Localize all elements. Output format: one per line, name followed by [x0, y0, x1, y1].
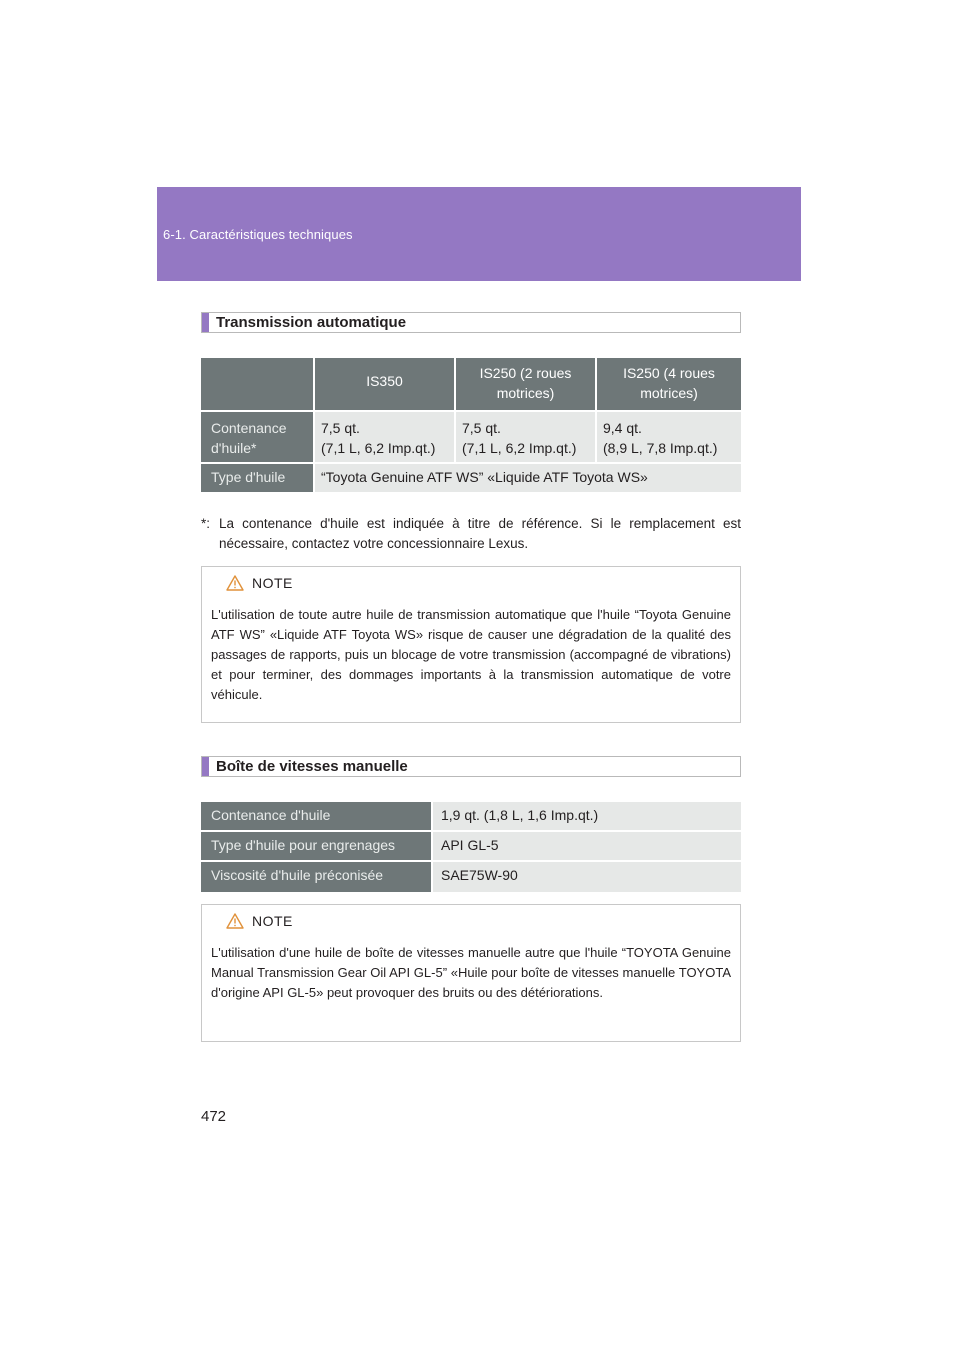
table-row	[201, 412, 741, 464]
row-header-gear-oil-type: Type d'huile pour engrenages	[201, 832, 433, 862]
table-row	[201, 832, 741, 862]
warning-triangle-icon	[226, 575, 244, 591]
manual-oil-capacity-value: 1,9 qt. (1,8 L, 1,6 Imp.qt.)	[433, 802, 741, 832]
table-row	[201, 862, 741, 892]
table-row	[201, 464, 741, 492]
section-label: 6-1. Caractéristiques techniques	[163, 227, 353, 242]
row-header-oil-capacity: Contenance d'huile*	[201, 412, 315, 464]
oil-capacity-is250-2wd: 7,5 qt. (7,1 L, 6,2 Imp.qt.)	[456, 412, 597, 464]
note-title: NOTE	[252, 913, 293, 929]
row-header-oil-type: Type d'huile	[201, 464, 315, 492]
table-row	[201, 802, 741, 832]
note-text: L'utilisation de toute autre huile de transmission automatique que l'huile “Toyota Genuine ATF WS” «Liquide ATF Toyota WS» risque de causer une dégradation de la qualité des passages de rapports, puis un blocage de votre transmission (accompagné de vibrations) et pour terminer, des dommages importants à la transmission automatique de votre véhicule.	[211, 607, 731, 702]
automatic-transmission-heading	[201, 312, 741, 333]
oil-capacity-footnote	[201, 514, 741, 554]
column-header-is250-4wd: IS250 (4 roues motrices)	[597, 358, 741, 412]
heading-accent-bar	[202, 313, 209, 332]
footnote-text: La contenance d'huile est indiquée à titre de référence. Si le remplacement est nécessaire, contactez votre concessionnaire Lexus.	[219, 516, 741, 551]
manual-transmission-heading	[201, 756, 741, 777]
row-header-oil-capacity: Contenance d'huile	[201, 802, 433, 832]
automatic-transmission-table	[201, 358, 741, 492]
oil-type-value: “Toyota Genuine ATF WS” «Liquide ATF Toyota WS»	[315, 464, 741, 492]
chapter-header-band	[157, 187, 801, 281]
heading-text: Boîte de vitesses manuelle	[216, 758, 408, 775]
viscosity-value: SAE75W-90	[433, 862, 741, 892]
table-header-row	[201, 358, 741, 412]
gear-oil-type-value: API GL-5	[433, 832, 741, 862]
note-box-manual	[201, 904, 741, 1042]
note-text: L'utilisation d'une huile de boîte de vitesses manuelle autre que l'huile “TOYOTA Genuine Manual Transmission Gear Oil API GL-5” «Huile pour boîte de vitesses manuelle TOYOTA d'origine API GL-5» peut provoquer des bruits ou des détériorations.	[211, 945, 731, 1000]
column-header-is350: IS350	[315, 358, 456, 412]
warning-triangle-icon	[226, 913, 244, 929]
note-box-automatic	[201, 566, 741, 723]
row-header-viscosity: Viscosité d'huile préconisée	[201, 862, 433, 892]
page-number: 472	[201, 1108, 227, 1125]
heading-accent-bar	[202, 757, 209, 776]
column-header-is250-2wd: IS250 (2 roues motrices)	[456, 358, 597, 412]
oil-capacity-is250-4wd: 9,4 qt. (8,9 L, 7,8 Imp.qt.)	[597, 412, 741, 464]
heading-text: Transmission automatique	[216, 314, 407, 331]
footnote-mark: *:	[201, 516, 211, 531]
oil-capacity-is350: 7,5 qt. (7,1 L, 6,2 Imp.qt.)	[315, 412, 456, 464]
manual-transmission-table	[201, 802, 741, 892]
note-header	[226, 573, 293, 593]
note-title: NOTE	[252, 575, 293, 591]
note-header	[226, 911, 293, 931]
header-empty-cell	[201, 358, 315, 412]
